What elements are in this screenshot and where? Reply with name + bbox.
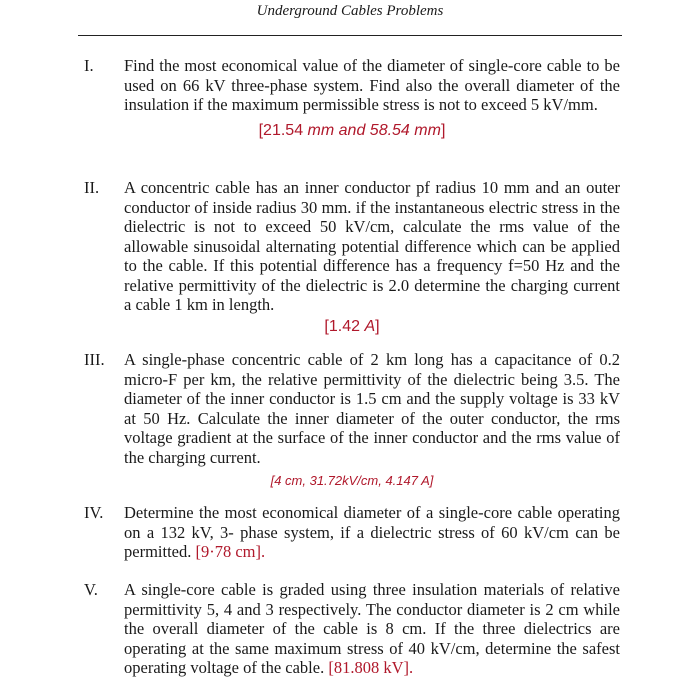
problem-numeral: I.	[84, 56, 94, 75]
problem-4	[84, 503, 620, 562]
page-header: Underground Cables Problems	[256, 3, 444, 19]
problem-answer: [1.42 A]	[324, 317, 380, 335]
problem-numeral: V.	[84, 580, 98, 599]
problem-text: A single-core cable is graded using three insulation materials of relative permittivity 5, 4 and 3 respectively. The conductor diameter is 2 cm while the overall diameter of the cable is 8 cm. If the three dielectrics are operating at the same maximum stress of 40 kV/cm, determine the safest operating voltage of the cable. [81.808 kV].	[124, 580, 620, 677]
problem-answer: [21.54 mm and 58.54 mm]	[258, 121, 446, 139]
problem-answer: [9·78 cm].	[195, 542, 266, 561]
problem-answer: [4 cm, 31.72kV/cm, 4.147 A]	[270, 473, 434, 488]
problem-numeral: III.	[84, 350, 105, 369]
problem-numeral: IV.	[84, 503, 104, 522]
problem-numeral: II.	[84, 178, 100, 197]
problem-text: Find the most economical value of the diameter of single-core cable to be used on 66 kV three-phase system. Find also the overall diameter of the insulation if the maximum permissible stress is not to exceed 5 kV/mm.	[124, 56, 620, 114]
header-divider	[78, 35, 622, 36]
problem-text: A single-phase concentric cable of 2 km long has a capacitance of 0.2 micro-F per km, the relative permittivity of the dielectric being 3.5. The diameter of the inner conductor is 1.5 cm and the supply voltage is 33 kV at 50 Hz. Calculate the inner diameter of the outer conductor, the rms voltage gradient at the surface of the inner conductor and the rms value of the charging current.	[124, 350, 620, 467]
problem-3	[84, 350, 620, 491]
problem-5	[84, 580, 620, 678]
problem-text: A concentric cable has an inner conductor pf radius 10 mm and an outer conductor of inside radius 30 mm. if the instantaneous electric stress in the dielectric is not to exceed 50 kV/cm, calculate the rms value of the allowable sinusoidal alternating potential difference which can be applied to the cable. If this potential difference has a frequency f=50 Hz and the relative permittivity of the dielectric is 2.0 determine the charging current a cable 1 km in length.	[124, 178, 620, 314]
problem-2	[84, 178, 620, 337]
problem-1	[84, 56, 620, 141]
problem-answer: [81.808 kV].	[328, 658, 414, 677]
problem-text: Determine the most economical diameter of a single-core cable operating on a 132 kV, 3- phase system, if a dielectric stress of 60 kV/cm can be permitted. [9·78 cm].	[124, 503, 620, 561]
